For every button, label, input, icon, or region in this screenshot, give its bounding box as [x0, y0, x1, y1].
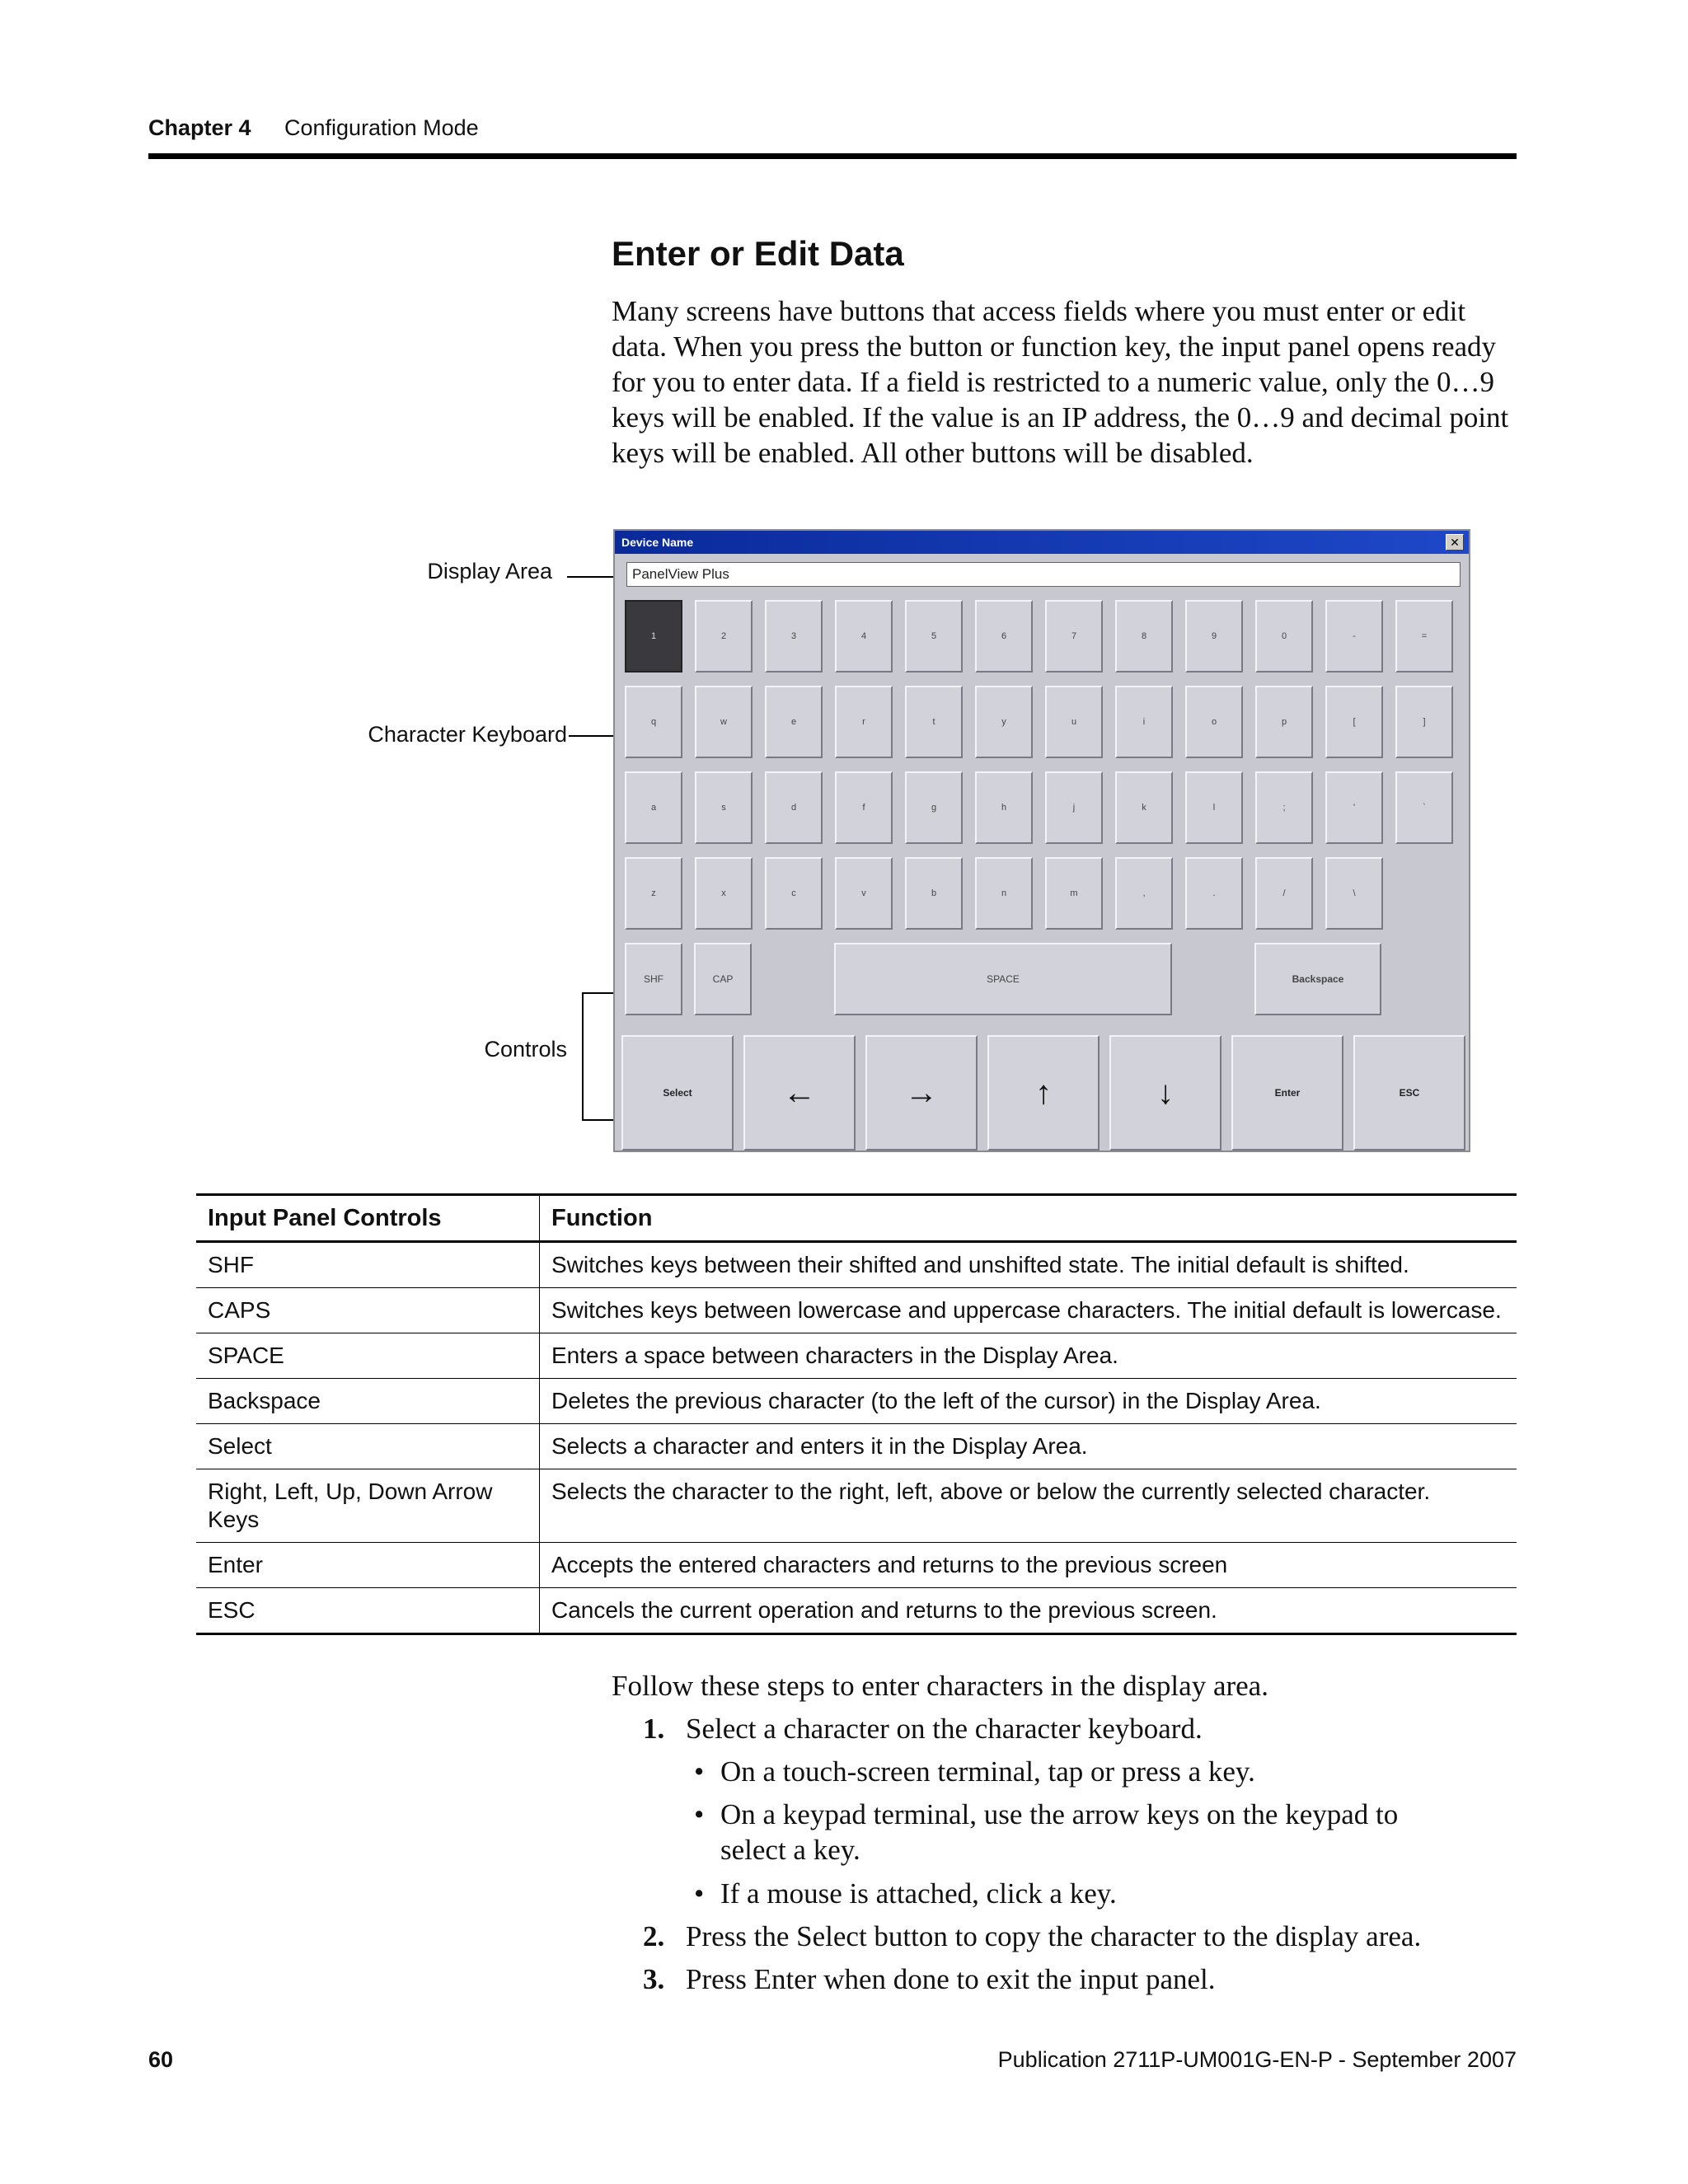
bullet-glyph: •: [694, 1755, 705, 1788]
control-cell: Select: [196, 1424, 540, 1469]
keyboard-key[interactable]: ]: [1395, 686, 1453, 758]
keyboard-key[interactable]: g: [905, 771, 963, 844]
table-row: [196, 1543, 1517, 1588]
function-cell: Deletes the previous character (to the left of the cursor) in the Display Area.: [551, 1388, 1321, 1413]
function-cell: Selects a character and enters it in the Display Area.: [551, 1433, 1088, 1459]
select-button[interactable]: Select: [621, 1035, 734, 1151]
function-cell: Selects the character to the right, left, above or below the currently selected character.: [551, 1479, 1431, 1504]
keyboard-key[interactable]: w: [695, 686, 753, 758]
bullet-text-continued: select a key.: [720, 1834, 860, 1866]
backspace-key[interactable]: Backspace: [1254, 943, 1381, 1015]
keyboard-key[interactable]: =: [1395, 600, 1453, 673]
keyboard-key[interactable]: t: [905, 686, 963, 758]
column-header: Function: [551, 1205, 653, 1231]
keyboard-key[interactable]: x: [695, 857, 753, 930]
keyboard-key[interactable]: q: [625, 686, 682, 758]
keyboard-key[interactable]: `: [1395, 771, 1453, 844]
keyboard-key[interactable]: ': [1325, 771, 1383, 844]
down-arrow-icon[interactable]: ↓: [1109, 1035, 1221, 1151]
keyboard-key[interactable]: z: [625, 857, 682, 930]
keyboard-key[interactable]: y: [975, 686, 1033, 758]
space-key[interactable]: SPACE: [834, 943, 1172, 1015]
keyboard-key[interactable]: m: [1045, 857, 1103, 930]
column-header: Input Panel Controls: [196, 1195, 540, 1242]
step-2: [643, 1919, 1421, 1954]
keyboard-key[interactable]: f: [835, 771, 893, 844]
callout-display-area: Display Area: [427, 559, 552, 583]
bullet-item: [694, 1754, 1518, 1789]
intro-paragraph: Many screens have buttons that access fields where you must enter or edit data. When you press the button or function key, the input panel opens ready for you to enter data. If a field is restricted to a numeric value, only the 0…9 keys will be enabled. If the value is an IP address, the 0…9 and decimal point keys will be enabled. All other buttons will be disabled.: [612, 295, 1509, 469]
keyboard-key[interactable]: 3: [765, 600, 823, 673]
right-arrow-icon[interactable]: →: [865, 1035, 978, 1151]
bullet-glyph: •: [694, 1798, 705, 1830]
callout-controls: Controls: [484, 1037, 567, 1062]
step-3: [643, 1961, 1216, 1997]
keyboard-key[interactable]: 4: [835, 600, 893, 673]
keyboard-key[interactable]: s: [695, 771, 753, 844]
keyboard-key[interactable]: 9: [1185, 600, 1243, 673]
step-text: Select a character on the character keyboard.: [686, 1713, 1203, 1745]
cap-key[interactable]: CAP: [694, 943, 752, 1015]
table-row: [196, 1424, 1517, 1469]
chapter-label: Chapter 4: [148, 115, 251, 140]
step-text: Press the Select button to copy the character to the display area.: [686, 1920, 1422, 1952]
bullet-text: On a keypad terminal, use the arrow keys on the keypad to: [720, 1798, 1399, 1830]
keyboard-key[interactable]: c: [765, 857, 823, 930]
keyboard-key[interactable]: /: [1255, 857, 1313, 930]
keyboard-key[interactable]: o: [1185, 686, 1243, 758]
control-cell: Backspace: [196, 1379, 540, 1424]
table-row: [196, 1333, 1517, 1379]
step-1: [643, 1711, 1203, 1746]
panel-title-bar: Device Name: [615, 531, 1469, 554]
step-text: Press Enter when done to exit the input panel.: [686, 1963, 1216, 1995]
step-number: 3.: [643, 1963, 665, 1995]
shf-key[interactable]: SHF: [625, 943, 682, 1015]
keyboard-key[interactable]: 2: [695, 600, 753, 673]
keyboard-key[interactable]: 5: [905, 600, 963, 673]
bullet-glyph: •: [694, 1877, 705, 1910]
keyboard-key[interactable]: 0: [1255, 600, 1313, 673]
bullet-item: [694, 1876, 1518, 1911]
table-row: [196, 1588, 1517, 1634]
page-title: Enter or Edit Data: [612, 234, 904, 273]
input-panel: [613, 529, 1470, 1152]
keyboard-key[interactable]: e: [765, 686, 823, 758]
section-label: Configuration Mode: [284, 115, 479, 140]
bullet-text: On a touch-screen terminal, tap or press a key.: [720, 1755, 1255, 1788]
keyboard-key[interactable]: k: [1115, 771, 1173, 844]
keyboard-key[interactable]: a: [625, 771, 682, 844]
function-cell: Accepts the entered characters and returns to the previous screen: [551, 1552, 1228, 1577]
keyboard-key[interactable]: [: [1325, 686, 1383, 758]
keyboard-key[interactable]: 6: [975, 600, 1033, 673]
keyboard-key[interactable]: \: [1325, 857, 1383, 930]
table-row: [196, 1242, 1517, 1288]
keyboard-key[interactable]: ,: [1115, 857, 1173, 930]
keyboard-key[interactable]: h: [975, 771, 1033, 844]
keyboard-key[interactable]: i: [1115, 686, 1173, 758]
control-cell: ESC: [196, 1588, 540, 1634]
control-cell: Enter: [196, 1543, 540, 1588]
leader-controls-vertical: [582, 992, 584, 1121]
control-cell: CAPS: [196, 1288, 540, 1333]
keyboard-key[interactable]: l: [1185, 771, 1243, 844]
function-cell: Enters a space between characters in the Display Area.: [551, 1343, 1118, 1368]
callout-character-keyboard: Character Keyboard: [368, 722, 567, 747]
keyboard-key[interactable]: -: [1325, 600, 1383, 673]
keyboard-key[interactable]: j: [1045, 771, 1103, 844]
step-number: 1.: [643, 1713, 665, 1745]
table-header-row: [196, 1195, 1517, 1242]
keyboard-key[interactable]: n: [975, 857, 1033, 930]
function-cell: Switches keys between lowercase and uppercase characters. The initial default is lowercase.: [551, 1297, 1502, 1323]
keyboard-key[interactable]: v: [835, 857, 893, 930]
table-row: [196, 1469, 1517, 1543]
keyboard-key[interactable]: 7: [1045, 600, 1103, 673]
left-arrow-icon[interactable]: ←: [743, 1035, 856, 1151]
table-row: [196, 1379, 1517, 1424]
bullet-text: If a mouse is attached, click a key.: [720, 1877, 1117, 1910]
input-panel-controls-table: [196, 1193, 1517, 1635]
keyboard-key[interactable]: d: [765, 771, 823, 844]
keyboard-key[interactable]: r: [835, 686, 893, 758]
keyboard-key[interactable]: u: [1045, 686, 1103, 758]
keyboard-key[interactable]: 1: [625, 600, 682, 673]
function-cell: Cancels the current operation and returns to the previous screen.: [551, 1597, 1217, 1623]
page-number: 60: [148, 2047, 174, 2072]
enter-button[interactable]: Enter: [1231, 1035, 1343, 1151]
keyboard-key[interactable]: p: [1255, 686, 1313, 758]
publication-info: Publication 2711P-UM001G-EN-P - September 2007: [997, 2047, 1517, 2072]
header-rule: [148, 153, 1517, 159]
control-cell: SPACE: [196, 1333, 540, 1379]
keyboard-key[interactable]: .: [1185, 857, 1243, 930]
control-cell: Right, Left, Up, Down Arrow Keys: [196, 1469, 540, 1543]
esc-button[interactable]: ESC: [1353, 1035, 1465, 1151]
table-row: [196, 1288, 1517, 1333]
steps-intro: Follow these steps to enter characters in the display area.: [612, 1670, 1268, 1702]
control-cell: SHF: [196, 1242, 540, 1288]
close-icon[interactable]: ✕: [1446, 534, 1464, 551]
function-cell: Switches keys between their shifted and unshifted state. The initial default is shifted.: [551, 1252, 1409, 1277]
display-area-field[interactable]: PanelView Plus: [626, 562, 1461, 587]
bullet-item: [694, 1797, 1518, 1868]
keyboard-key[interactable]: ;: [1255, 771, 1313, 844]
keyboard-key[interactable]: 8: [1115, 600, 1173, 673]
step-number: 2.: [643, 1920, 665, 1952]
keyboard-key[interactable]: b: [905, 857, 963, 930]
up-arrow-icon[interactable]: ↑: [987, 1035, 1100, 1151]
